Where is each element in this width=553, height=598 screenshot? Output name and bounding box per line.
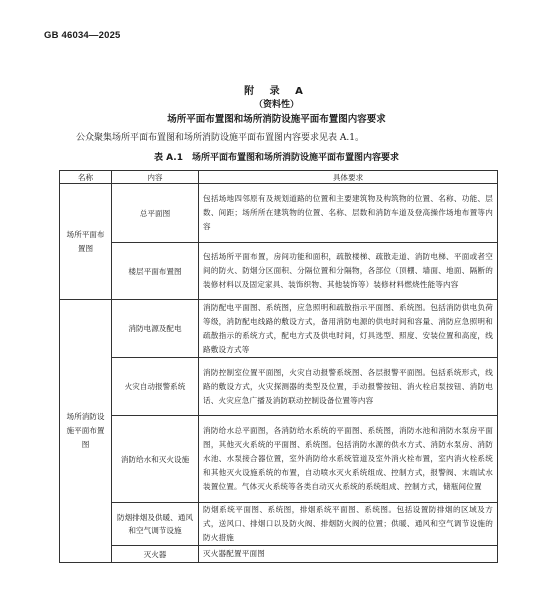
requirements-cell: 灭火器配置平面图 — [199, 546, 498, 563]
table-row — [60, 358, 498, 416]
header-requirements: 具体要求 — [199, 171, 498, 184]
requirements-cell: 消防给水总平面图，各消防给水系统的平面图、系统图，消防水池和消防水泵房平面图，其他灭火系统的平面图、系统图。包括消防水源的供水方式、消防水泵房、消防水池、水泵接合器位置，室外消防给水系统管道及室外消火栓布置，室内消火栓系统和其他灭火设施系统的布置，自动喷水灭火系统组成、控制方式，报警阀、末端试水装置位置。气体灭火系统等各类自动灭火系统的系统组成、控制方式，储瓶间位置 — [199, 416, 498, 503]
group-name-cell: 场所消防设施平面布置图 — [60, 300, 112, 563]
requirements-cell: 防烟系统平面图、系统图，排烟系统平面图、系统图。包括设置防排烟的区域及方式，送风口、排烟口以及防火阀、排烟防火阀的位置；供暖、通风和空气调节设施的防火措施 — [199, 503, 498, 546]
table-row — [60, 503, 498, 546]
table-row — [60, 416, 498, 503]
group-name-cell: 场所平面布置图 — [60, 184, 112, 300]
requirements-cell: 包括场所平面布置，房间功能和面积，疏散楼梯、疏散走道、消防电梯、平面或者空间的防火、防烟分区面积、分隔位置和分隔物，各部位（顶棚、墙面、地面、隔断的装修材料以及固定家具、装饰织物、其他装饰等）装修材料燃烧性能等内容 — [199, 243, 498, 300]
table-row — [60, 184, 498, 243]
content-cell: 火灾自动报警系统 — [112, 358, 199, 416]
content-cell: 防烟排烟及供暖、通风和空气调节设施 — [112, 503, 199, 546]
requirements-cell: 消防控制室位置平面图，火灾自动报警系统图、各层报警平面图。包括系统形式，线路的敷设方式，火灾探测器的类型及位置，手动报警按钮、消火栓启泵按钮、消防电话、火灾应急广播及消防联动控制设备位置等内容 — [199, 358, 498, 416]
header-content: 内容 — [112, 171, 199, 184]
table-header-row — [60, 171, 498, 184]
table-row — [60, 300, 498, 358]
table-caption: 表 A.1 场所平面布置图和场所消防设施平面布置图内容要求 — [154, 153, 399, 163]
table-row — [60, 546, 498, 563]
intro-paragraph: 公众聚集场所平面布置图和场所消防设施平面布置图内容要求见表 A.1。 — [76, 133, 364, 143]
content-cell: 消防电源及配电 — [112, 300, 199, 358]
appendix-title: 附 录 A — [244, 86, 309, 97]
requirements-table — [59, 170, 498, 563]
header-name: 名称 — [60, 171, 112, 184]
content-cell: 消防给水和灭火设施 — [112, 416, 199, 503]
content-cell: 灭火器 — [112, 546, 199, 563]
requirements-cell: 包括场地四邻原有及规划道路的位置和主要建筑物及构筑物的位置、名称、功能、层数、间距；场所所在建筑物的位置、名称、层数和消防车道及登高操作场地布置等内容 — [199, 184, 498, 243]
table-row — [60, 243, 498, 300]
standard-code: GB 46034—2025 — [44, 30, 121, 41]
appendix-heading: 场所平面布置图和场所消防设施平面布置图内容要求 — [167, 114, 386, 125]
content-cell: 楼层平面布置图 — [112, 243, 199, 300]
appendix-note: （资料性） — [253, 100, 299, 110]
requirements-cell: 消防配电平面图、系统图，应急照明和疏散指示平面图、系统图。包括消防供电负荷等级，消防配电线路的敷设方式，备用消防电源的供电时间和容量、消防应急照明和疏散指示的系统方式，配电方式及供电时间，灯具选型、照度、安装位置和高度，线路敷设方式等 — [199, 300, 498, 358]
content-cell: 总平面图 — [112, 184, 199, 243]
